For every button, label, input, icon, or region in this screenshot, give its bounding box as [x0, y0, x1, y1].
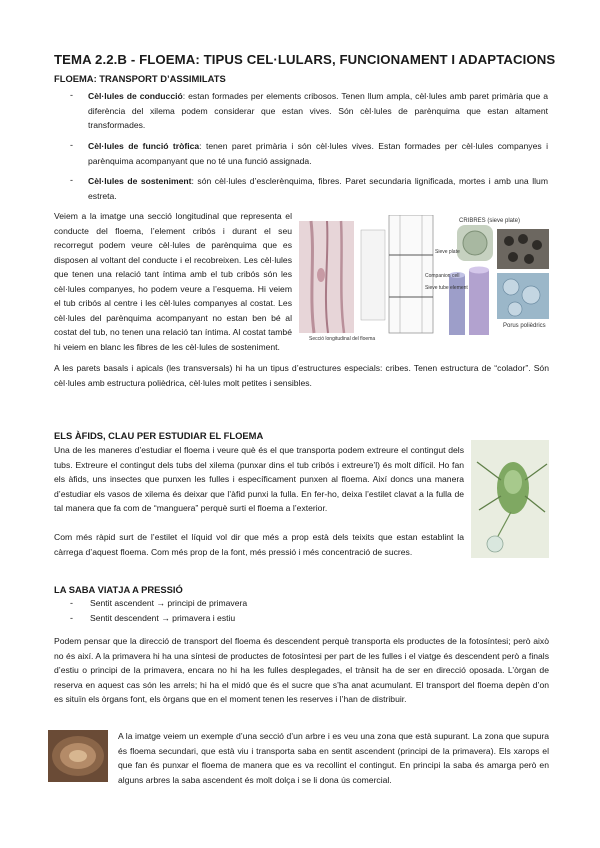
- phloem-diagram: [299, 215, 551, 350]
- sieve-label: Sieve plate: [435, 249, 460, 255]
- section3-heading: LA SABA VIATJA A PRESSIÓ: [54, 584, 183, 595]
- bullet-dash: -: [70, 140, 73, 150]
- paragraph-tree-section: A la imatge veiem un exemple d’una secció d’un arbre i es veu una zona que està supurant. La zona que supura és floema secundari, que està viu i transporta saba en sentit ascendent (principi de la primavera). Els xarops el que fan és punxar el floema de manera que es va recollint el contingut. En principi la saba és amarga però en alguns arbres la saba ascendent és molt dolça i se li dona ús comercial.: [118, 731, 549, 785]
- paragraph-aphids: Una de les maneres d’estudiar el floema i veure què és el que transporta podem extreure el contingut dels tubs. Extreure el contingut dels tubs del xilema (punxar dins el tub cribós i extreure’l) és molt difícil. Ho fan els àfids, uns insectes que punxen les fulles i específicament punxen al floema. Així doncs una manera d’estudiar els vasos de xilema és deixar que l’àfid punxi la fulla. En fer-ho, deixa l’estilet clavat a la fulla de tal manera que fa com de “manguera” perquè surti el floema a l’exterior.: [54, 445, 464, 513]
- list-item: Cèl·lules de funció tròfica: tenen paret primària i són cèl·lules vives. Estan formades per cèl·lules companyes i parènquima acompanyant que no té una funció assignada.: [88, 141, 548, 166]
- list-item: Sentit descendent → primavera i estiu: [90, 613, 236, 623]
- aphid-photo: [471, 440, 549, 558]
- page-title: TEMA 2.2.B - FLOEMA: TIPUS CEL·LULARS, FUNCIONAMENT I ADAPTACIONS: [54, 52, 556, 67]
- fig-caption: Secció longitudinal del floema: [309, 336, 376, 342]
- paragraph-pressure: Podem pensar que la direcció de transport del floema és descendent perquè transporta els productes de la fotosíntesi; però això no és així. A la primavera hi ha una síntesi de productes de fotosíntesi per part de les fulles i el viatge és descendent però a finals d’estiu o principi de la primavera, encara no hi ha les fulles desplegades, el trànsit ha de ser en direcció oposada. L’òrgan de reserva en aquest cas són les arrels; hi ha el midó que és el sucre que s’ha anat acumulant. El transport del floema depèn d’on es situïn els òrgans font, els òrgans que en el moment tenen les reserves i l’han de distribuir.: [54, 636, 549, 704]
- list-item: Cèl·lules de sosteniment: són cèl·lules d’esclerènquima, fibres. Paret secundaria lignificada, mortes i amb una llum estreta.: [88, 176, 548, 201]
- bullet-dash: -: [70, 90, 73, 100]
- aphid-illustration: [471, 440, 549, 558]
- phloem-figure: [299, 215, 551, 350]
- section2-heading: ELS ÀFIDS, CLAU PER ESTUDIAR EL FLOEMA: [54, 430, 264, 441]
- paragraph-aphids-2: Com més ràpid surt de l’estilet el líquid vol dir que més a prop està dels teixits que estan establint la càrrega d’aquest floema. Com més prop de la font, més pressió i més concentració de sucres.: [54, 532, 464, 557]
- bullet-dash: -: [70, 598, 73, 608]
- list-item: Sentit ascendent → principi de primavera: [90, 598, 248, 608]
- tree-section-illustration: [48, 730, 108, 782]
- paragraph-cribes: A les parets basals i apicals (les transversals) hi ha un tipus d’estructures especials: cribes. Tenen estructura de “colador”. Són cèl·lules amb estructura polièdrica, cèl·lules molt petites i sensibles.: [54, 363, 549, 388]
- companion-label: Companion cell: [425, 273, 460, 279]
- section1-heading: FLOEMA: TRANSPORT D’ASSIMILATS: [54, 73, 226, 84]
- list-item: Cèl·lules de conducció: estan formades per elements cribosos. Tenen llum ampla, cèl·lules amb paret primària que a diferència del xilema podem considerar que estan vives. Són cèl·lules de parènquima que estan altament transformades.: [88, 91, 548, 130]
- cribres-label: CRIBRES (sieve plate): [459, 218, 521, 224]
- paragraph-sieve-tube: Veiem a la imatge una secció longitudinal que representa el conducte del floema, l’element cribós i durant el seu recorregut podem veure cèl·lules de parènquima que es disposen al voltant del conducte i el recobreixen. Les cèl·lules que tenen una relació tant íntima amb el tub cribós són les cèl·lules companyes, ho podem veure a l’esquema. Hi veiem el tub cribós al centre i les cèl·lules companyes al costat. Les cèl·lules del parènquima acompanyant no estan ben bé al costat del tub, no tenen una relació tan íntima. Al costat també hi veiem en blanc les fibres de les cèl·lules de sosteniment.: [54, 211, 292, 352]
- tree-section-photo: [48, 730, 108, 782]
- sieve-tube-label: Sieve tube element: [425, 285, 468, 291]
- porus-label: Porus polièdrics: [503, 323, 546, 329]
- bullet-dash: -: [70, 613, 73, 623]
- bullet-dash: -: [70, 175, 73, 185]
